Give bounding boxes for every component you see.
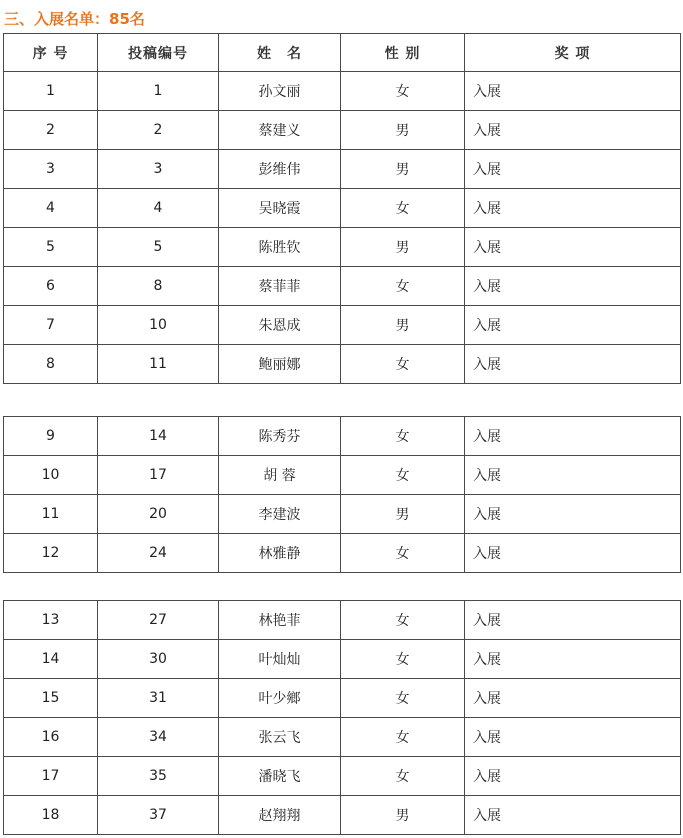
table-row (4, 456, 681, 495)
cell-submission-number: 31 (98, 679, 219, 718)
table-row (4, 534, 681, 573)
cell-gender: 男 (341, 796, 465, 835)
cell-serial-number: 18 (4, 796, 98, 835)
cell-award: 入展 (465, 718, 681, 757)
cell-name: 林艳菲 (219, 601, 341, 640)
cell-serial-number: 3 (4, 150, 98, 189)
cell-serial-number: 7 (4, 306, 98, 345)
cell-serial-number: 11 (4, 495, 98, 534)
table-row (4, 718, 681, 757)
cell-serial-number: 6 (4, 267, 98, 306)
cell-gender: 女 (341, 189, 465, 228)
section-heading: 三、入展名单：85名 (4, 10, 145, 28)
cell-name: 赵翔翔 (219, 796, 341, 835)
cell-submission-number: 34 (98, 718, 219, 757)
cell-serial-number: 16 (4, 718, 98, 757)
cell-award: 入展 (465, 189, 681, 228)
cell-gender: 女 (341, 417, 465, 456)
cell-name: 李建波 (219, 495, 341, 534)
cell-submission-number: 4 (98, 189, 219, 228)
cell-award: 入展 (465, 601, 681, 640)
table-row (4, 417, 681, 456)
cell-gender: 女 (341, 267, 465, 306)
table-row (4, 228, 681, 267)
table-row (4, 72, 681, 111)
cell-award: 入展 (465, 796, 681, 835)
cell-name: 叶灿灿 (219, 640, 341, 679)
cell-submission-number: 35 (98, 757, 219, 796)
cell-gender: 男 (341, 495, 465, 534)
cell-serial-number: 5 (4, 228, 98, 267)
cell-submission-number: 11 (98, 345, 219, 384)
cell-submission-number: 1 (98, 72, 219, 111)
cell-award: 入展 (465, 534, 681, 573)
cell-gender: 女 (341, 679, 465, 718)
cell-submission-number: 14 (98, 417, 219, 456)
cell-name: 蔡建义 (219, 111, 341, 150)
cell-submission-number: 30 (98, 640, 219, 679)
table-row (4, 306, 681, 345)
header-award: 奖 项 (465, 34, 681, 72)
cell-gender: 女 (341, 345, 465, 384)
cell-serial-number: 9 (4, 417, 98, 456)
exhibition-list-table-2 (3, 416, 681, 573)
cell-award: 入展 (465, 228, 681, 267)
cell-award: 入展 (465, 417, 681, 456)
header-row (4, 34, 681, 72)
cell-award: 入展 (465, 150, 681, 189)
cell-serial-number: 1 (4, 72, 98, 111)
header-name: 姓 名 (219, 34, 341, 72)
cell-name: 胡 蓉 (219, 456, 341, 495)
cell-gender: 男 (341, 111, 465, 150)
cell-award: 入展 (465, 267, 681, 306)
table-row (4, 796, 681, 835)
cell-gender: 男 (341, 228, 465, 267)
cell-gender: 女 (341, 718, 465, 757)
cell-award: 入展 (465, 456, 681, 495)
cell-submission-number: 37 (98, 796, 219, 835)
cell-submission-number: 5 (98, 228, 219, 267)
cell-gender: 女 (341, 601, 465, 640)
cell-award: 入展 (465, 72, 681, 111)
cell-serial-number: 8 (4, 345, 98, 384)
table-row (4, 601, 681, 640)
cell-award: 入展 (465, 640, 681, 679)
cell-name: 彭维伟 (219, 150, 341, 189)
cell-serial-number: 14 (4, 640, 98, 679)
exhibition-list-table-1 (3, 33, 681, 384)
cell-gender: 女 (341, 72, 465, 111)
cell-serial-number: 10 (4, 456, 98, 495)
cell-gender: 女 (341, 456, 465, 495)
cell-serial-number: 2 (4, 111, 98, 150)
table-row (4, 345, 681, 384)
table-row (4, 111, 681, 150)
cell-submission-number: 10 (98, 306, 219, 345)
cell-submission-number: 8 (98, 267, 219, 306)
cell-submission-number: 20 (98, 495, 219, 534)
header-serial-number: 序 号 (4, 34, 98, 72)
header-submission-number: 投稿编号 (98, 34, 219, 72)
cell-award: 入展 (465, 306, 681, 345)
cell-name: 张云飞 (219, 718, 341, 757)
cell-gender: 男 (341, 306, 465, 345)
cell-award: 入展 (465, 757, 681, 796)
table-row (4, 495, 681, 534)
cell-serial-number: 12 (4, 534, 98, 573)
cell-submission-number: 27 (98, 601, 219, 640)
cell-name: 吴晓霞 (219, 189, 341, 228)
cell-gender: 女 (341, 534, 465, 573)
header-gender: 性 别 (341, 34, 465, 72)
table-row (4, 267, 681, 306)
table-row (4, 757, 681, 796)
cell-submission-number: 3 (98, 150, 219, 189)
cell-serial-number: 13 (4, 601, 98, 640)
cell-serial-number: 15 (4, 679, 98, 718)
cell-name: 叶少鄉 (219, 679, 341, 718)
cell-submission-number: 17 (98, 456, 219, 495)
cell-award: 入展 (465, 679, 681, 718)
cell-name: 鲍丽娜 (219, 345, 341, 384)
cell-submission-number: 2 (98, 111, 219, 150)
cell-name: 陈秀芬 (219, 417, 341, 456)
cell-award: 入展 (465, 495, 681, 534)
cell-serial-number: 17 (4, 757, 98, 796)
cell-gender: 男 (341, 150, 465, 189)
table-row (4, 150, 681, 189)
table-row (4, 189, 681, 228)
cell-name: 陈胜钦 (219, 228, 341, 267)
exhibition-list-table-3 (3, 600, 681, 835)
table-row (4, 640, 681, 679)
cell-award: 入展 (465, 345, 681, 384)
cell-name: 林雅静 (219, 534, 341, 573)
cell-serial-number: 4 (4, 189, 98, 228)
cell-gender: 女 (341, 757, 465, 796)
cell-name: 蔡菲菲 (219, 267, 341, 306)
table-row (4, 679, 681, 718)
cell-submission-number: 24 (98, 534, 219, 573)
cell-name: 朱恩成 (219, 306, 341, 345)
cell-name: 潘晓飞 (219, 757, 341, 796)
cell-gender: 女 (341, 640, 465, 679)
cell-award: 入展 (465, 111, 681, 150)
cell-name: 孙文丽 (219, 72, 341, 111)
